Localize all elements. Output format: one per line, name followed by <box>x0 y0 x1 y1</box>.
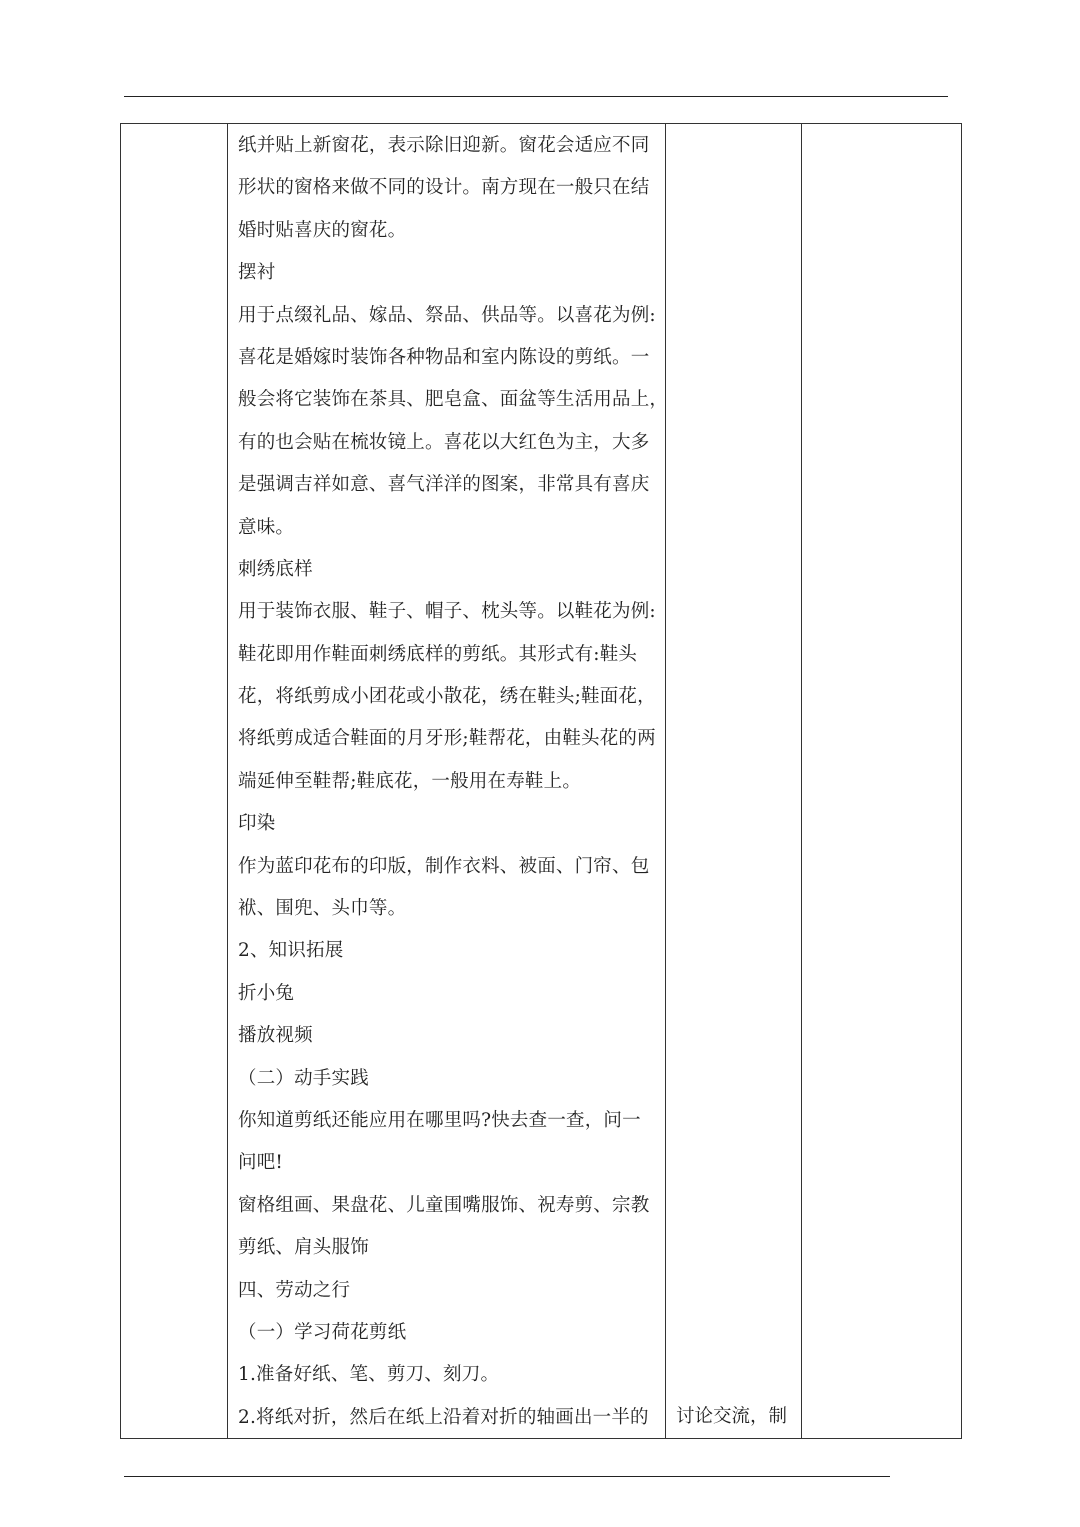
footer-rule <box>124 1476 890 1477</box>
text-line: 将纸剪成适合鞋面的月牙形;鞋帮花，由鞋头花的两 <box>238 728 656 750</box>
text-line: 用于装饰衣服、鞋子、帽子、枕头等。以鞋花为例: <box>238 601 656 623</box>
lesson-table <box>120 123 962 1439</box>
section-heading: 刺绣底样 <box>238 558 313 580</box>
text-line: 2.将纸对折，然后在纸上沿着对折的轴画出一半的 <box>238 1406 649 1428</box>
text-line: 纸并贴上新窗花，表示除旧迎新。窗花会适应不同 <box>238 135 650 156</box>
text-line: 意味。 <box>238 516 295 538</box>
text-line: 窗格组画、果盘花、儿童围嘴服饰、祝寿剪、宗教 <box>238 1194 650 1216</box>
text-line: 袱、围兜、头巾等。 <box>238 898 407 920</box>
student-activity-cell: 讨论交流，制 <box>676 1406 788 1427</box>
text-line: 作为蓝印花布的印版，制作衣料、被面、门帘、包 <box>238 855 650 877</box>
text-line: 鞋花即用作鞋面刺绣底样的剪纸。其形式有:鞋头 <box>238 643 638 665</box>
section-heading: 2、知识拓展 <box>238 940 344 962</box>
text-line: 花，将纸剪成小团花或小散花，绣在鞋头;鞋面花， <box>238 686 656 708</box>
text-line: 问吧! <box>238 1152 284 1174</box>
text-line: 端延伸至鞋帮;鞋底花，一般用在寿鞋上。 <box>238 770 582 792</box>
text-line: 折小兔 <box>238 982 295 1004</box>
text-line: 1.准备好纸、笔、剪刀、刻刀。 <box>238 1364 500 1386</box>
column-divider-1 <box>227 124 228 1438</box>
text-line: 是强调吉祥如意、喜气洋洋的图案，非常具有喜庆 <box>238 474 650 496</box>
text-line: 播放视频 <box>238 1025 313 1047</box>
text-line: 剪纸、肩头服饰 <box>238 1237 369 1259</box>
text-line: 婚时贴喜庆的窗花。 <box>238 219 407 241</box>
header-rule <box>124 96 948 97</box>
section-heading: （二）动手实践 <box>238 1067 369 1089</box>
text-line: 你知道剪纸还能应用在哪里吗?快去查一查，问一 <box>238 1109 641 1131</box>
column-divider-3 <box>801 124 802 1438</box>
teaching-content-cell <box>238 124 668 1439</box>
section-heading: 摆衬 <box>238 262 276 284</box>
section-heading: （一）学习荷花剪纸 <box>238 1321 407 1343</box>
text-line: 形状的窗格来做不同的设计。南方现在一般只在结 <box>238 177 650 199</box>
text-line: 般会将它装饰在茶具、肥皂盒、面盆等生活用品上， <box>238 389 669 411</box>
text-line: 用于点缀礼品、嫁品、祭品、供品等。以喜花为例: <box>238 304 656 326</box>
section-heading: 四、劳动之行 <box>238 1279 351 1301</box>
text-line: 有的也会贴在梳妆镜上。喜花以大红色为主，大多 <box>238 431 650 453</box>
text-line: 喜花是婚嫁时装饰各种物品和室内陈设的剪纸。一 <box>238 346 650 368</box>
section-heading: 印染 <box>238 813 276 835</box>
